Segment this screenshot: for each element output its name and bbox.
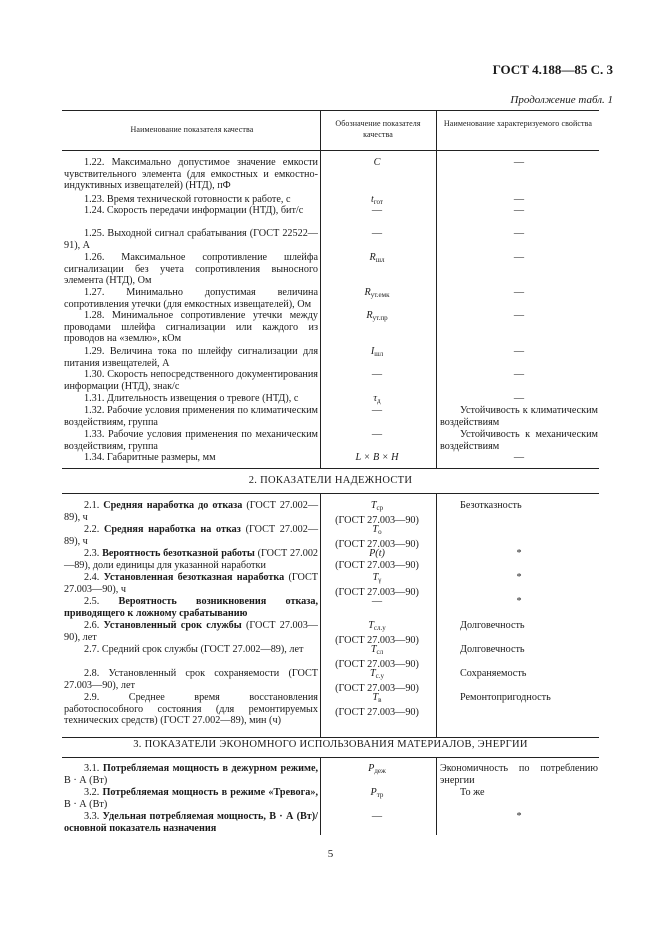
row-symbol: $R_{шл}$ bbox=[369, 252, 385, 264]
row-property: — bbox=[513, 310, 525, 321]
row-property: Экономичность по потреблению энергии bbox=[440, 763, 598, 786]
section-rule bbox=[62, 468, 599, 469]
row-symbol: $P_{деж}$ bbox=[368, 763, 386, 775]
table-row-3-3: 3.3. Удельная потребляемая мощность, В · А (Вт)/основной показатель назначения bbox=[64, 811, 318, 834]
row-symbol: $T_о$ (ГОСТ 27.003—90) bbox=[335, 524, 419, 550]
row-property: То же bbox=[460, 787, 485, 798]
row-symbol: — bbox=[371, 811, 383, 822]
row-symbol: $T_{сл.у}$ (ГОСТ 27.003—90) bbox=[335, 620, 419, 646]
table-row-1-22: 1.22. Максимально допустимое значение емкости чувствительного элемента (для емкостных и емкостно-индуктивных извещателей) (НТД), пФ bbox=[64, 157, 318, 192]
row-symbol: $R_{ут.пр}$ bbox=[366, 310, 388, 322]
row-property: — bbox=[513, 346, 525, 357]
table-row-2-9: 2.9. Среднее время восстановления работоспособного состояния (для ремонтируемых технических средств) (ГОСТ 27.002—89), мин (ч) bbox=[64, 692, 318, 727]
section-rule bbox=[62, 493, 599, 494]
row-symbol: $T_{ср}$ (ГОСТ 27.003—90) bbox=[335, 500, 419, 526]
row-property: — bbox=[513, 157, 525, 168]
row-symbol: $I_{шл}$ bbox=[370, 346, 384, 358]
column-header-name: Наименование показателя качества bbox=[130, 125, 254, 134]
row-symbol: — bbox=[371, 228, 383, 239]
row-property: — bbox=[513, 205, 525, 216]
row-property: Долговечность bbox=[460, 644, 525, 655]
row-symbol: — bbox=[371, 596, 383, 607]
column-divider bbox=[320, 757, 321, 835]
column-divider bbox=[320, 493, 321, 737]
row-property: — bbox=[513, 287, 525, 298]
row-symbol: $T_{с.у}$ (ГОСТ 27.003—90) bbox=[335, 668, 419, 694]
row-property: Ремонтопригодность bbox=[460, 692, 551, 703]
table-row-1-30: 1.30. Скорость непосредственного документирования информации (НТД), знак/с bbox=[64, 369, 318, 392]
table-row-1-28: 1.28. Минимальное сопротивление утечки между проводами шлейфа сигнализации или каждого из проводов на «землю», кОм bbox=[64, 310, 318, 345]
row-property: Долговечность bbox=[460, 620, 525, 631]
row-symbol: $T_в$ (ГОСТ 27.003—90) bbox=[335, 692, 419, 718]
row-property: Сохраняемость bbox=[460, 668, 527, 679]
table-row-1-31: 1.31. Длительность извещения о тревоге (НТД), с bbox=[84, 393, 299, 404]
table-row-1-33: 1.33. Рабочие условия применения по механическим воздействиям, группа bbox=[64, 429, 318, 452]
row-property: Устойчивость к механическим воздействиям bbox=[440, 429, 598, 452]
table-row-2-7: 2.7. Средний срок службы (ГОСТ 27.002—89), лет bbox=[84, 644, 304, 655]
row-symbol: P(t) (ГОСТ 27.003—90) bbox=[335, 548, 419, 571]
row-symbol: $R_{ут.емк}$ bbox=[364, 287, 390, 299]
table-row-2-1: 2.1. Средняя наработка до отказа (ГОСТ 27.002—89), ч bbox=[64, 500, 319, 523]
row-symbol: L × B × H bbox=[355, 452, 399, 463]
row-property: * bbox=[516, 596, 522, 607]
row-property: — bbox=[513, 452, 525, 463]
column-divider bbox=[436, 110, 437, 468]
section-rule bbox=[62, 757, 599, 758]
table-row-1-34: 1.34. Габаритные размеры, мм bbox=[84, 452, 216, 463]
row-symbol: C bbox=[373, 157, 381, 168]
table-row-2-2: 2.2. Средняя наработка на отказ (ГОСТ 27.002—89), ч bbox=[64, 524, 319, 547]
table-header-rule bbox=[62, 150, 599, 151]
section-2-title: 2. ПОКАЗАТЕЛИ НАДЕЖНОСТИ bbox=[248, 475, 413, 486]
table-row-2-4: 2.4. Установленная безотказная наработка (ГОСТ 27.003—90), ч bbox=[64, 572, 319, 595]
row-symbol: $P_{тр}$ bbox=[370, 787, 384, 799]
section-3-title: 3. ПОКАЗАТЕЛИ ЭКОНОМНОГО ИСПОЛЬЗОВАНИЯ МАТЕРИАЛОВ, ЭНЕРГИИ bbox=[133, 739, 528, 750]
row-symbol: — bbox=[371, 205, 383, 216]
row-property: Безотказность bbox=[460, 500, 522, 511]
row-property: — bbox=[513, 393, 525, 404]
table-row-2-5: 2.5. Вероятность возникновения отказа, приводящего к ложному срабатыванию bbox=[64, 596, 319, 619]
table-top-rule bbox=[62, 110, 599, 111]
row-property: — bbox=[513, 194, 525, 205]
row-symbol: $t_{гот}$ bbox=[370, 194, 383, 206]
column-divider bbox=[436, 757, 437, 835]
table-row-1-27: 1.27. Минимально допустимая величина сопротивления утечки (для емкостных извещателей), Ом bbox=[64, 287, 318, 310]
table-row-1-23: 1.23. Время технической готовности к работе, с bbox=[84, 194, 291, 205]
table-row-1-24: 1.24. Скорость передачи информации (НТД), бит/с bbox=[84, 205, 304, 216]
table-row-2-6: 2.6. Установленный срок службы (ГОСТ 27.003—90), лет bbox=[64, 620, 318, 643]
table-row-2-8: 2.8. Установленный срок сохраняемости (ГОСТ 27.003—90), лет bbox=[64, 668, 318, 691]
row-symbol: — bbox=[371, 429, 383, 440]
table-row-1-26: 1.26. Максимальное сопротивление шлейфа сигнализации без учета сопротивления выносного элемента (НТД), Ом bbox=[64, 252, 318, 287]
table-continuation-note: Продолжение табл. 1 bbox=[510, 94, 613, 106]
document-header: ГОСТ 4.188—85 С. 3 bbox=[492, 62, 613, 77]
row-property: — bbox=[513, 369, 525, 380]
column-divider bbox=[320, 110, 321, 468]
row-symbol: — bbox=[371, 405, 383, 416]
table-row-2-3: 2.3. Вероятность безотказной работы (ГОСТ 27.002—89), доли единицы для указанной наработки bbox=[64, 548, 319, 571]
table-row-1-32: 1.32. Рабочие условия применения по климатическим воздействиям, группа bbox=[64, 405, 318, 428]
row-property: Устойчивость к климатическим воздействиям bbox=[440, 405, 598, 428]
row-symbol: $T_\gamma$ (ГОСТ 27.003—90) bbox=[335, 572, 419, 598]
table-row-1-25: 1.25. Выходной сигнал срабатывания (ГОСТ 22522—91), А bbox=[64, 228, 318, 251]
table-row-1-29: 1.29. Величина тока по шлейфу сигнализации для питания извещателей, А bbox=[64, 346, 318, 369]
row-property: * bbox=[516, 572, 522, 583]
row-property: — bbox=[513, 252, 525, 263]
table-row-3-2: 3.2. Потребляемая мощность в режиме «Тревога», В · А (Вт) bbox=[64, 787, 318, 810]
column-header-property: Наименование характеризуемого свойства bbox=[443, 119, 593, 128]
column-header-symbol: Обозначение показателя качества bbox=[335, 119, 421, 139]
row-symbol: $\tau_д$ bbox=[373, 393, 381, 405]
row-property: * bbox=[516, 811, 522, 822]
row-property: — bbox=[513, 228, 525, 239]
row-property: * bbox=[516, 548, 522, 559]
column-divider bbox=[436, 493, 437, 737]
table-row-3-1: 3.1. Потребляемая мощность в дежурном режиме, В · А (Вт) bbox=[64, 763, 319, 786]
row-symbol: $T_{сл}$ (ГОСТ 27.003—90) bbox=[335, 644, 419, 670]
section-rule bbox=[62, 737, 599, 738]
page-number: 5 bbox=[327, 848, 334, 860]
row-symbol: — bbox=[371, 369, 383, 380]
